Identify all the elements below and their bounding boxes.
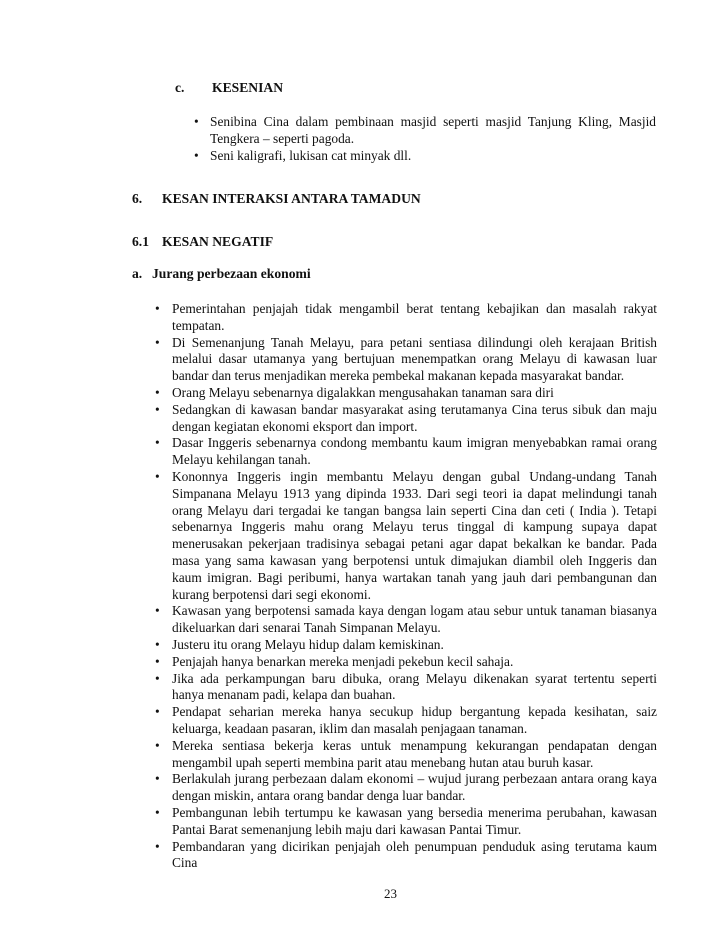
bullet-icon: • [155,435,160,451]
list-item-text: Pendapat seharian mereka hanya secukup hidup bergantung kepada kesihatan, saiz keluarga, keadaan pasaran, iklim dan masalah penjagaan tanaman. [172,704,657,736]
list-item-text: Kononnya Inggeris ingin membantu Melayu dengan gubal Undang-undang Tanah Simpanana Melayu 1913 yang dipinda 1933. Dari segi teori ia dapat melindungi tanah orang Melayu dari tergadai ke tangan bangsa lain seperti Cina dan ceti ( India ). Tetapi sebenarnya Inggeris mahu orang Melayu terus tinggal di kampung supaya dapat menerusakan pekerjaan tradisinya sebagai petani agar dapat bekalkan ke bandar. Pada masa yang sama kawasan yang berpotensi untuk dimajukan diambil oleh Inggeris dan kaum imigran. Bagi peribumi, hanya wartakan tanah yang jauh dari pembangunan dan kurang berpotensi dari segi ekonomi. [172,468,657,602]
section-c-title: KESENIAN [212,80,284,95]
list-item-text: Seni kaligrafi, lukisan cat minyak dll. [210,147,412,163]
bullet-icon: • [155,401,160,417]
section-c-label: c. [175,80,185,95]
list-item-text: Pembandaran yang dicirikan penjajah oleh penumpuan penduduk asing terutama kaum Cina [172,838,657,871]
subsection-a-label: a. [132,266,143,281]
economic-gap-list [150,301,657,872]
bullet-icon: • [155,838,160,854]
bullet-icon: • [155,468,160,484]
list-item-text: Sedangkan di kawasan bandar masyarakat asing terutamanya Cina terus sibuk dan maju dengan kegiatan ekonomi eksport dan import. [172,401,657,434]
section-6-1-title: KESAN NEGATIF [162,234,274,249]
list-item [150,469,657,603]
list-item [150,839,657,873]
list-item-text: Berlakulah jurang perbezaan dalam ekonomi – wujud jurang perbezaan antara orang kaya dengan miskin, antara orang bandar denga luar bandar. [172,771,657,804]
list-item [150,671,657,705]
subsection-a-title: Jurang perbezaan ekonomi [152,266,311,281]
list-item-text: Mereka sentiasa bekerja keras untuk menampung kekurangan pendapatan dengan mengambil upah seperti membina parit atau menebang hutan atau buruh kasar. [172,737,657,770]
list-item [150,335,657,385]
list-item [150,301,657,335]
bullet-icon: • [155,670,160,686]
list-item [188,148,656,165]
list-item-text: Dasar Inggeris sebenarnya condong membantu kaum imigran menyebabkan ramai orang Melayu kehilangan tanah. [172,435,657,468]
bullet-icon: • [194,147,199,163]
section-6-1-number: 6.1 [132,234,149,249]
list-item [150,385,657,402]
list-item [150,402,657,436]
section-6-title: KESAN INTERAKSI ANTARA TAMADUN [162,191,421,206]
list-item-text: Pemerintahan penjajah tidak mengambil berat tentang kebajikan dan masalah rakyat tempatan. [172,301,657,333]
list-item-text: Justeru itu orang Melayu hidup dalam kemiskinan. [172,636,444,652]
list-item [150,603,657,637]
bullet-icon: • [155,771,160,787]
list-item [150,805,657,839]
bullet-icon: • [155,804,160,820]
bullet-icon: • [155,737,160,753]
list-item-text: Kawasan yang berpotensi samada kaya dengan logam atau sebur untuk tanaman biasanya dikeluarkan dari senarai Tanah Simpanan Melayu. [172,603,657,636]
section-6-number: 6. [132,191,143,206]
list-item-text: Penjajah hanya benarkan mereka menjadi pekebun kecil sahaja. [172,653,514,669]
list-item-text: Di Semenanjung Tanah Melayu, para petani sentiasa dilindungi oleh kerajaan British melalui dasar utamanya yang bertujuan menempatkan orang Melayu di kawasan luar bandar dan terus menjadikan mereka pembekal makanan kepada masyarakat bandar. [172,334,657,384]
bullet-icon: • [155,334,160,350]
list-item [150,637,657,654]
list-item [150,704,657,738]
list-item [150,771,657,805]
bullet-icon: • [155,603,160,619]
page-number: 23 [384,886,397,901]
list-item-text: Pembangunan lebih tertumpu ke kawasan yang bersedia menerima perubahan, kawasan Pantai Barat semenanjung lebih maju dari kawasan Pantai Timur. [172,804,657,837]
list-item [188,114,656,148]
list-item-text: Senibina Cina dalam pembinaan masjid seperti masjid Tanjung Kling, Masjid Tengkera – seperti pagoda. [210,114,656,146]
list-item [150,654,657,671]
bullet-icon: • [155,636,160,652]
list-item [150,435,657,469]
bullet-icon: • [194,114,199,129]
bullet-icon: • [155,301,160,316]
bullet-icon: • [155,653,160,669]
section-c-list [188,114,656,164]
list-item-text: Orang Melayu sebenarnya digalakkan mengusahakan tanaman sara diri [172,384,554,400]
bullet-icon: • [155,704,160,720]
list-item-text: Jika ada perkampungan baru dibuka, orang Melayu dikenakan syarat tertentu seperti hanya menanam padi, kelapa dan buahan. [172,670,657,703]
bullet-icon: • [155,384,160,400]
list-item [150,738,657,772]
